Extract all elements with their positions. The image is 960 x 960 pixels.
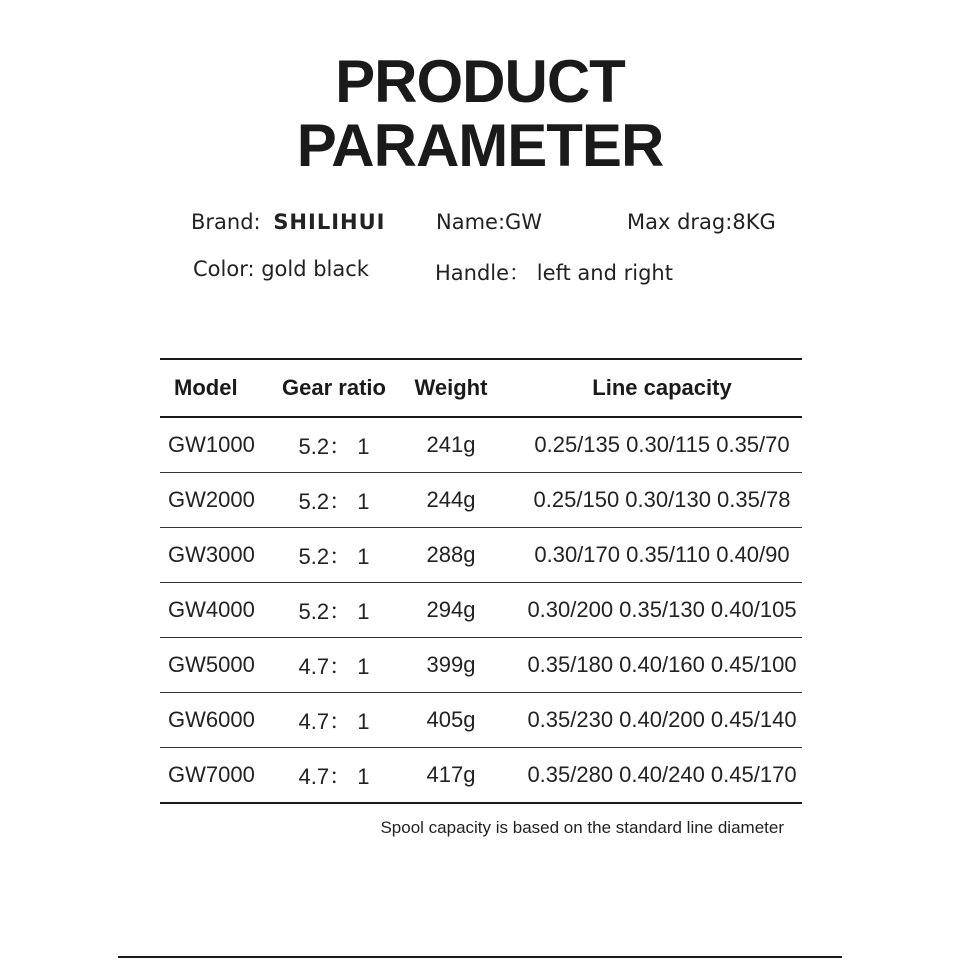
table-row [160, 583, 802, 638]
cell-model: GW5000 [168, 652, 255, 677]
cell-gear-ratio: 5.2： 1 [298, 433, 370, 459]
table-row [160, 693, 802, 748]
cell-model: GW7000 [168, 762, 255, 787]
cell-model: GW3000 [168, 542, 255, 567]
spec-brand-label: Brand: [191, 210, 261, 234]
table-header-row [160, 360, 802, 418]
spec-brand [191, 210, 385, 234]
parameter-table [160, 358, 802, 804]
header-gear-ratio: Gear ratio [282, 375, 386, 400]
cell-gear-ratio: 4.7： 1 [298, 653, 370, 679]
cell-model: GW4000 [168, 597, 255, 622]
cell-line-capacity: 0.30/170 0.35/110 0.40/90 [534, 542, 790, 567]
table-row [160, 418, 802, 473]
cell-gear-ratio: 4.7： 1 [298, 708, 370, 734]
table-row [160, 748, 802, 804]
title-line-2: PARAMETER [296, 112, 664, 179]
spec-brand-value: SHILIHUI [273, 210, 386, 234]
cell-weight: 288g [426, 542, 476, 567]
cell-line-capacity: 0.35/230 0.40/200 0.45/140 [527, 707, 797, 732]
cell-gear-ratio: 5.2： 1 [298, 543, 370, 569]
header-model: Model [174, 375, 238, 400]
cell-line-capacity: 0.25/135 0.30/115 0.35/70 [534, 432, 790, 457]
spec-name: Name:GW [436, 210, 543, 234]
title-line-1: PRODUCT [335, 48, 625, 115]
table-row [160, 528, 802, 583]
bottom-divider [118, 956, 842, 958]
cell-model: GW2000 [168, 487, 255, 512]
cell-weight: 405g [426, 707, 476, 732]
spec-handle: Handle： left and right [435, 261, 673, 285]
page-title [0, 50, 960, 178]
cell-line-capacity: 0.30/200 0.35/130 0.40/105 [527, 597, 797, 622]
cell-weight: 244g [426, 487, 476, 512]
cell-gear-ratio: 5.2： 1 [298, 598, 370, 624]
cell-line-capacity: 0.35/180 0.40/160 0.45/100 [527, 652, 797, 677]
table-row [160, 638, 802, 693]
table-row [160, 473, 802, 528]
header-line-capacity: Line capacity [592, 375, 732, 400]
cell-weight: 294g [426, 597, 476, 622]
spec-color: Color: gold black [193, 257, 369, 281]
cell-gear-ratio: 5.2： 1 [298, 488, 370, 514]
cell-gear-ratio: 4.7： 1 [298, 763, 370, 789]
cell-weight: 399g [426, 652, 476, 677]
header-weight: Weight [414, 375, 488, 400]
cell-weight: 241g [426, 432, 476, 457]
spool-capacity-note: Spool capacity is based on the standard line diameter [380, 818, 784, 837]
spec-max-drag: Max drag:8KG [627, 210, 776, 234]
cell-model: GW6000 [168, 707, 255, 732]
cell-weight: 417g [426, 762, 476, 787]
cell-line-capacity: 0.35/280 0.40/240 0.45/170 [527, 762, 797, 787]
cell-model: GW1000 [168, 432, 255, 457]
cell-line-capacity: 0.25/150 0.30/130 0.35/78 [533, 487, 791, 512]
